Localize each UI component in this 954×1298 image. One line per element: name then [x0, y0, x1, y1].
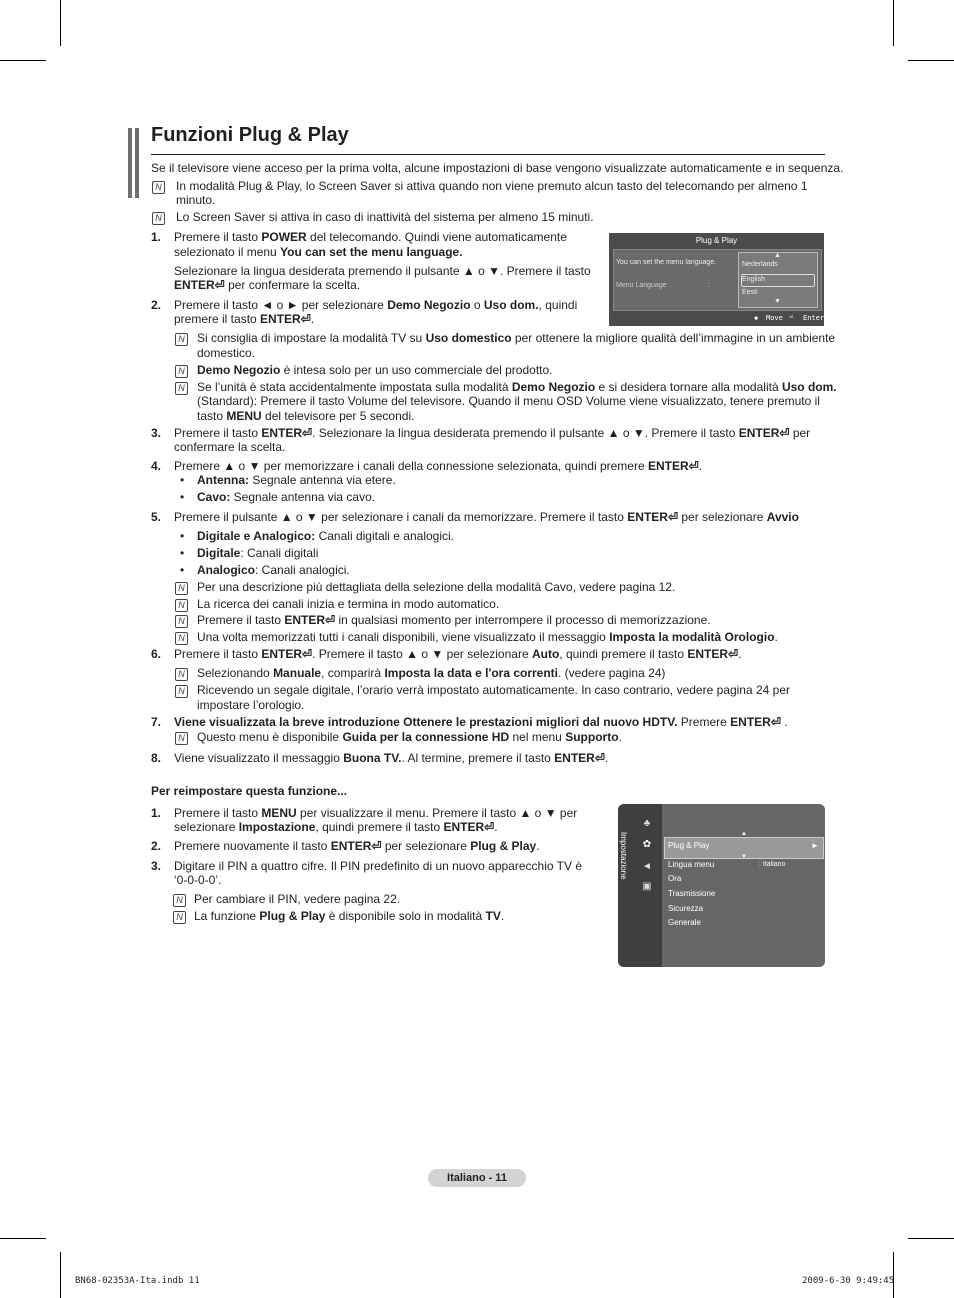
bullet-text: Cavo: Segnale antenna via cavo. [197, 490, 376, 504]
note-text: Selezionando Manuale, comparirà Imposta la data e l'ora correnti. (vedere pagina 24) [197, 666, 666, 680]
osd-colon: : [708, 282, 710, 289]
note-icon: N [175, 732, 188, 745]
step-number: 7. [151, 715, 162, 729]
menu-item-trasmissione[interactable]: Trasmissione [668, 889, 716, 898]
bullet-text: Digitale: Canali digitali [197, 546, 319, 560]
step-text: Viene visualizzato il messaggio Buona TV.. Al termine, premere il tasto ENTER⏎. [174, 751, 609, 765]
note-icon: N [175, 382, 188, 395]
osd-footer [609, 313, 824, 326]
language-option[interactable]: English [742, 276, 765, 283]
menu-panel [662, 804, 825, 967]
picture-icon[interactable]: ♣ [643, 818, 651, 829]
language-listbox[interactable] [738, 252, 818, 308]
crop-mark [60, 0, 61, 46]
crop-mark [0, 1238, 46, 1239]
page-number-badge: Italiano - 11 [428, 1169, 526, 1187]
note-text: domestico. [197, 346, 256, 360]
arrow-up-icon: ▲ [741, 831, 747, 837]
osd-header: Plug & Play [695, 236, 738, 245]
note-text: (Standard): Premere il tasto Volume del televisore. Quando il menu OSD Volume viene visualizzato, tenere premuto il [197, 394, 820, 408]
note-text: Demo Negozio è intesa solo per un uso commerciale del prodotto. [197, 363, 553, 377]
step-text: selezionare Impostazione, quindi premere il tasto ENTER⏎. [174, 820, 498, 834]
crop-mark [893, 0, 894, 46]
osd-panel [613, 249, 822, 311]
move-label: Move [766, 314, 783, 322]
print-footer-left: BN68-02353A-Ita.indb 11 [75, 1276, 200, 1286]
menu-item-value: : Italiano [759, 861, 786, 868]
step-text: Premere il tasto ENTER⏎. Premere il tasto ▲ o ▼ per selezionare Auto, quindi premere il tasto ENTER⏎. [174, 647, 742, 661]
step-number: 2. [151, 298, 162, 312]
sidebar-label: Impostazione [619, 832, 628, 880]
step-number: 8. [151, 751, 162, 765]
chevron-right-icon: ► [811, 841, 819, 850]
step-number: 4. [151, 459, 162, 473]
plug-and-play-osd [609, 233, 824, 326]
bullet-text: Analogico: Canali analogici. [197, 563, 350, 577]
bullet-text: Digitale e Analogico: Canali digitali e analogici. [197, 529, 454, 543]
step-text: selezionato il menu You can set the menu language. [174, 245, 463, 259]
note-text: Se l’unità è stata accidentalmente impostata sulla modalità Demo Negozio e si desidera tornare alla modalità Uso dom. [197, 380, 837, 394]
intro-note: minuto. [176, 193, 216, 207]
intro-text: Se il televisore viene acceso per la prima volta, alcune impostazioni di base vengono visualizzate automaticamente e in sequenza. [151, 161, 844, 175]
step-text: Premere ▲ o ▼ per memorizzare i canali della connessione selezionata, quindi premere ENTER⏎. [174, 459, 703, 473]
note-text: Questo menu è disponibile Guida per la connessione HD nel menu Supporto. [197, 730, 622, 744]
step-text: Selezionare la lingua desiderata premendo il pulsante ▲ o ▼. Premere il tasto [174, 264, 591, 278]
bullet: • [180, 529, 185, 543]
page-title: Funzioni Plug & Play [151, 124, 349, 146]
note-icon: N [173, 911, 186, 924]
step-text: Premere il tasto POWER del telecomando. Quindi viene automaticamente [174, 230, 567, 244]
step-text: Digitare il PIN a quattro cifre. Il PIN predefinito di un nuovo apparecchio TV è [174, 859, 582, 873]
crop-mark [908, 1238, 954, 1239]
bullet: • [180, 473, 185, 487]
step-text: ‘0-0-0-0’. [174, 873, 222, 887]
note-text: Premere il tasto ENTER⏎ in qualsiasi momento per interrompere il processo di memorizzazione. [197, 613, 711, 627]
note-icon: N [175, 333, 188, 346]
language-option[interactable]: Nederlands [742, 261, 778, 268]
enter-label: Enter [803, 314, 825, 322]
step-number: 2. [151, 839, 162, 853]
note-text: La ricerca dei canali inizia e termina in modo automatico. [197, 597, 500, 611]
note-text: Si consiglia di impostare la modalità TV su Uso domestico per ottenere la migliore qualità dell’immagine in un ambiente [197, 331, 836, 345]
bullet: • [180, 490, 185, 504]
step-number: 1. [151, 230, 162, 244]
note-icon: N [173, 894, 186, 907]
crop-mark [60, 1252, 61, 1298]
crop-mark [908, 60, 954, 61]
bullet-text: Antenna: Segnale antenna via etere. [197, 473, 396, 487]
bullet: • [180, 563, 185, 577]
step-number: 5. [151, 510, 162, 524]
step-number: 6. [151, 647, 162, 661]
step-number: 1. [151, 806, 162, 820]
move-icon: ◆ [754, 314, 759, 322]
title-accent-bar [135, 128, 139, 198]
step-number: 3. [151, 426, 162, 440]
note-icon: N [152, 212, 165, 225]
menu-sidebar [618, 804, 662, 967]
note-text: Per una descrizione più dettagliata della selezione della modalità Cavo, vedere pagina 12. [197, 580, 676, 594]
osd-prompt: You can set the menu language. [616, 259, 717, 266]
note-icon: N [152, 181, 165, 194]
note-icon: N [175, 615, 188, 628]
note-text: Una volta memorizzati tutti i canali disponibili, viene visualizzato il messaggio Imposta la modalità Orologio. [197, 630, 778, 644]
menu-item-ora[interactable]: Ora [668, 874, 682, 883]
language-option[interactable]: Eesti [742, 289, 758, 296]
step-text: Premere il tasto ENTER⏎. Selezionare la lingua desiderata premendo il pulsante ▲ o ▼. Premere il tasto ENTER⏎ per [174, 426, 811, 440]
intro-note: In modalità Plug & Play, lo Screen Saver si attiva quando non viene premuto alcun tasto del telecomando per almeno 1 [176, 179, 808, 193]
bullet: • [180, 546, 185, 560]
step-text: Premere il tasto MENU per visualizzare il menu. Premere il tasto ▲ o ▼ per [174, 806, 578, 820]
menu-item-lingua[interactable]: Lingua menu [668, 860, 715, 869]
note-text: La funzione Plug & Play è disponibile solo in modalità TV. [194, 909, 505, 923]
menu-item-plug-and-play[interactable]: Plug & Play [668, 841, 710, 850]
note-icon: N [175, 632, 188, 645]
menu-item-sicurezza[interactable]: Sicurezza [668, 904, 704, 913]
note-text: Per cambiare il PIN, vedere pagina 22. [194, 892, 401, 906]
step-text: Premere nuovamente il tasto ENTER⏎ per selezionare Plug & Play. [174, 839, 540, 853]
note-icon: N [175, 365, 188, 378]
step-text: confermare la scelta. [174, 440, 286, 454]
note-text: Ricevendo un segale digitale, l’orario verrà impostato automaticamente. In caso contrario, vedere pagina 24 per [197, 683, 791, 697]
step-text: Viene visualizzata la breve introduzione Ottenere le prestazioni migliori dal nuovo HDTV. Premere ENTER⏎ . [174, 715, 788, 729]
note-icon: N [175, 685, 188, 698]
setup-gear-icon[interactable]: ✿ [642, 839, 652, 850]
title-accent-bar [128, 128, 132, 198]
arrow-up-icon: ▲ [774, 252, 781, 259]
menu-item-generale[interactable]: Generale [668, 918, 701, 927]
step-text: Premere il tasto ◄ o ► per selezionare Demo Negozio o Uso dom., quindi [174, 298, 578, 312]
crop-mark [0, 60, 46, 61]
crop-mark [893, 1252, 894, 1298]
enter-icon: ⏎ [789, 313, 794, 321]
support-icon[interactable]: ▣ [642, 881, 652, 892]
step-number: 3. [151, 859, 162, 873]
note-text: impostare l’orologio. [197, 698, 305, 712]
intro-note: Lo Screen Saver si attiva in caso di inattività del sistema per almeno 15 minuti. [176, 210, 594, 224]
step-text: ENTER⏎ per confermare la scelta. [174, 278, 361, 292]
section-title: Per reimpostare questa funzione... [151, 784, 348, 798]
print-footer-right: 2009-6-30 9:49:45 [802, 1276, 895, 1286]
title-rule [151, 154, 825, 155]
arrow-down-icon: ▼ [774, 298, 781, 305]
step-text: premere il tasto ENTER⏎. [174, 312, 315, 326]
note-text: tasto MENU del televisore per 5 secondi. [197, 409, 415, 423]
note-icon: N [175, 599, 188, 612]
step-text: Premere il pulsante ▲ o ▼ per selezionare i canali da memorizzare. Premere il tasto ENTER⏎ per selezionare Avvio [174, 510, 799, 524]
input-icon[interactable]: ◄ [642, 861, 652, 872]
osd-label: Menu Language [616, 282, 667, 289]
settings-menu-osd [618, 804, 825, 967]
note-icon: N [175, 582, 188, 595]
note-icon: N [175, 668, 188, 681]
arrow-down-icon: ▼ [741, 854, 747, 860]
